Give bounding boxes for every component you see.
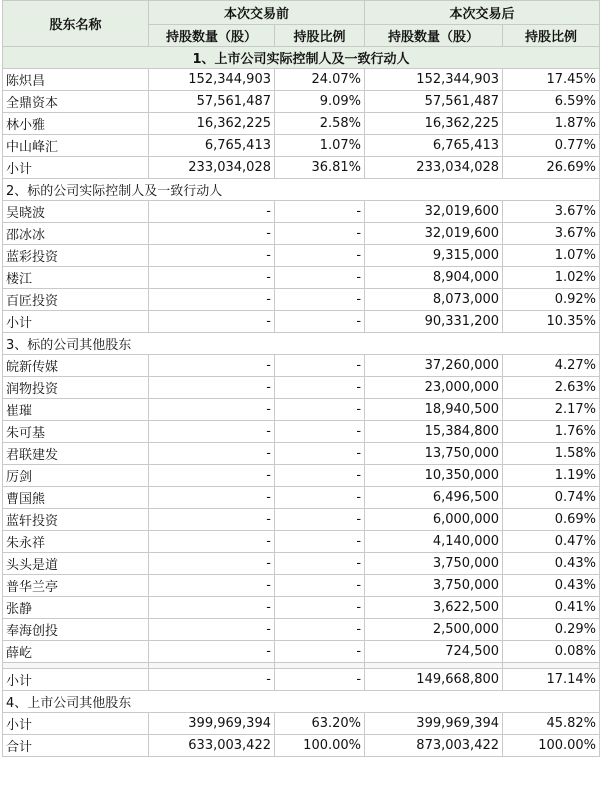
cell-after-shares: 8,904,000 [365,267,503,289]
cell-after-shares: 32,019,600 [365,201,503,223]
cell-before-shares: - [149,311,275,333]
cell-name: 蓝彩投资 [3,245,149,267]
table-row [3,575,600,597]
cell-name: 润物投资 [3,377,149,399]
cell-name: 普华兰亭 [3,575,149,597]
cell-before-ratio: - [275,377,365,399]
cell-before-shares: - [149,619,275,641]
cell-after-shares: 152,344,903 [365,69,503,91]
table-row [3,245,600,267]
cell-after-ratio: 26.69% [503,157,600,179]
table-row [3,399,600,421]
cell-after-shares: 873,003,422 [365,735,503,757]
cell-after-ratio: 1.07% [503,245,600,267]
shareholding-table [2,0,600,757]
cell-before-ratio: - [275,421,365,443]
table-row [3,355,600,377]
header-after-shares: 持股数量（股） [365,25,503,47]
cell-after-ratio: 1.76% [503,421,600,443]
header-before-shares: 持股数量（股） [149,25,275,47]
cell-after-shares: 2,500,000 [365,619,503,641]
cell-before-shares: - [149,553,275,575]
cell-after-ratio: 0.08% [503,641,600,663]
cell-before-shares: - [149,289,275,311]
cell-before-ratio: - [275,487,365,509]
table-row [3,289,600,311]
cell-name: 中山峰汇 [3,135,149,157]
cell-after-shares: 6,496,500 [365,487,503,509]
cell-after-shares: 8,073,000 [365,289,503,311]
header-before-ratio: 持股比例 [275,25,365,47]
table-row [3,641,600,663]
cell-before-ratio: - [275,575,365,597]
cell-after-shares: 233,034,028 [365,157,503,179]
cell-after-ratio: 17.45% [503,69,600,91]
cell-name: 小计 [3,713,149,735]
cell-name: 邵冰冰 [3,223,149,245]
cell-after-shares: 149,668,800 [365,669,503,691]
cell-before-ratio: - [275,201,365,223]
cell-before-shares: 16,362,225 [149,113,275,135]
cell-after-shares: 10,350,000 [365,465,503,487]
cell-after-ratio: 0.92% [503,289,600,311]
cell-name: 蓝轩投资 [3,509,149,531]
table-row [3,377,600,399]
cell-name: 合计 [3,735,149,757]
cell-before-ratio: 9.09% [275,91,365,113]
cell-before-shares: 233,034,028 [149,157,275,179]
cell-before-shares: - [149,201,275,223]
cell-name: 厉剑 [3,465,149,487]
cell-before-ratio: - [275,311,365,333]
cell-name: 朱永祥 [3,531,149,553]
table-row [3,201,600,223]
cell-after-ratio: 6.59% [503,91,600,113]
cell-before-shares: 399,969,394 [149,713,275,735]
cell-before-shares: - [149,575,275,597]
cell-after-ratio: 3.67% [503,223,600,245]
table-body [3,47,600,757]
cell-after-ratio: 0.43% [503,575,600,597]
cell-after-ratio: 2.63% [503,377,600,399]
cell-after-shares: 4,140,000 [365,531,503,553]
cell-before-shares: 57,561,487 [149,91,275,113]
cell-after-ratio: 4.27% [503,355,600,377]
cell-name: 吴晓波 [3,201,149,223]
cell-after-ratio: 17.14% [503,669,600,691]
cell-after-shares: 15,384,800 [365,421,503,443]
cell-after-shares: 9,315,000 [365,245,503,267]
cell-before-ratio: 100.00% [275,735,365,757]
cell-before-shares: - [149,399,275,421]
cell-before-shares: - [149,245,275,267]
cell-before-ratio: - [275,443,365,465]
table-row [3,597,600,619]
cell-name: 林小雅 [3,113,149,135]
table-row [3,487,600,509]
cell-before-shares: - [149,597,275,619]
table-row [3,553,600,575]
cell-after-ratio: 0.41% [503,597,600,619]
cell-before-ratio: 36.81% [275,157,365,179]
table-row [3,223,600,245]
cell-before-ratio: 2.58% [275,113,365,135]
cell-after-ratio: 45.82% [503,713,600,735]
cell-name: 曹国熊 [3,487,149,509]
cell-before-shares: - [149,509,275,531]
table-row [3,735,600,757]
table-row [3,465,600,487]
cell-after-shares: 37,260,000 [365,355,503,377]
table-row [3,113,600,135]
cell-before-shares: - [149,355,275,377]
cell-before-ratio: - [275,597,365,619]
cell-before-shares: - [149,487,275,509]
cell-after-ratio: 1.87% [503,113,600,135]
cell-after-ratio: 0.74% [503,487,600,509]
cell-before-shares: 152,344,903 [149,69,275,91]
cell-after-shares: 3,750,000 [365,575,503,597]
header-after-ratio: 持股比例 [503,25,600,47]
cell-before-ratio: 1.07% [275,135,365,157]
cell-before-shares: - [149,465,275,487]
cell-after-ratio: 3.67% [503,201,600,223]
cell-name: 奉海创投 [3,619,149,641]
cell-before-shares: - [149,223,275,245]
section-title-listed-controllers: 1、上市公司实际控制人及一致行动人 [3,47,600,69]
cell-after-shares: 18,940,500 [365,399,503,421]
cell-name: 陈炽昌 [3,69,149,91]
cell-name: 朱可基 [3,421,149,443]
section-title-listed-other-shareholders: 4、上市公司其他股东 [3,691,600,713]
cell-after-ratio: 100.00% [503,735,600,757]
cell-before-shares: - [149,641,275,663]
table-row [3,267,600,289]
header-after-transaction: 本次交易后 [365,1,600,25]
cell-after-ratio: 1.58% [503,443,600,465]
cell-after-shares: 6,000,000 [365,509,503,531]
cell-before-ratio: - [275,669,365,691]
cell-before-shares: - [149,531,275,553]
table-row [3,509,600,531]
table-row [3,135,600,157]
cell-after-shares: 90,331,200 [365,311,503,333]
table-row [3,443,600,465]
cell-before-shares: 633,003,422 [149,735,275,757]
cell-after-shares: 3,750,000 [365,553,503,575]
cell-name: 薛屹 [3,641,149,663]
cell-name: 崔璀 [3,399,149,421]
section-title-target-other-shareholders: 3、标的公司其他股东 [3,333,600,355]
table-row [3,157,600,179]
cell-name: 小计 [3,311,149,333]
table-row [3,531,600,553]
cell-before-ratio: - [275,355,365,377]
cell-after-ratio: 0.29% [503,619,600,641]
header-shareholder-name: 股东名称 [3,1,149,47]
cell-name: 君联建发 [3,443,149,465]
cell-after-shares: 399,969,394 [365,713,503,735]
cell-after-shares: 724,500 [365,641,503,663]
table-row [3,619,600,641]
cell-before-shares: - [149,267,275,289]
table-row [3,69,600,91]
cell-before-ratio: - [275,531,365,553]
cell-name: 楼江 [3,267,149,289]
table-row [3,669,600,691]
cell-after-shares: 32,019,600 [365,223,503,245]
cell-before-shares: - [149,443,275,465]
cell-before-shares: 6,765,413 [149,135,275,157]
cell-after-ratio: 1.02% [503,267,600,289]
table-row [3,311,600,333]
table-row [3,91,600,113]
cell-before-ratio: - [275,509,365,531]
cell-after-ratio: 0.43% [503,553,600,575]
cell-name: 皖新传媒 [3,355,149,377]
cell-before-ratio: - [275,553,365,575]
cell-name: 全鼎资本 [3,91,149,113]
cell-before-ratio: - [275,465,365,487]
cell-after-ratio: 2.17% [503,399,600,421]
cell-before-ratio: 63.20% [275,713,365,735]
cell-before-ratio: - [275,641,365,663]
cell-before-ratio: - [275,267,365,289]
cell-before-ratio: - [275,289,365,311]
cell-name: 百匠投资 [3,289,149,311]
cell-after-shares: 3,622,500 [365,597,503,619]
cell-after-ratio: 10.35% [503,311,600,333]
cell-after-shares: 6,765,413 [365,135,503,157]
section-title-target-controllers: 2、标的公司实际控制人及一致行动人 [3,179,600,201]
cell-name: 小计 [3,669,149,691]
cell-after-ratio: 0.47% [503,531,600,553]
cell-name: 头头是道 [3,553,149,575]
cell-before-shares: - [149,669,275,691]
cell-before-shares: - [149,377,275,399]
cell-before-ratio: - [275,223,365,245]
cell-after-ratio: 0.69% [503,509,600,531]
cell-after-shares: 23,000,000 [365,377,503,399]
cell-name: 小计 [3,157,149,179]
cell-after-ratio: 0.77% [503,135,600,157]
cell-before-ratio: - [275,399,365,421]
cell-before-ratio: - [275,619,365,641]
header-before-transaction: 本次交易前 [149,1,365,25]
cell-after-shares: 13,750,000 [365,443,503,465]
cell-after-shares: 57,561,487 [365,91,503,113]
cell-after-shares: 16,362,225 [365,113,503,135]
cell-after-ratio: 1.19% [503,465,600,487]
cell-before-ratio: 24.07% [275,69,365,91]
cell-before-ratio: - [275,245,365,267]
table-row [3,421,600,443]
cell-name: 张静 [3,597,149,619]
table-row [3,713,600,735]
cell-before-shares: - [149,421,275,443]
